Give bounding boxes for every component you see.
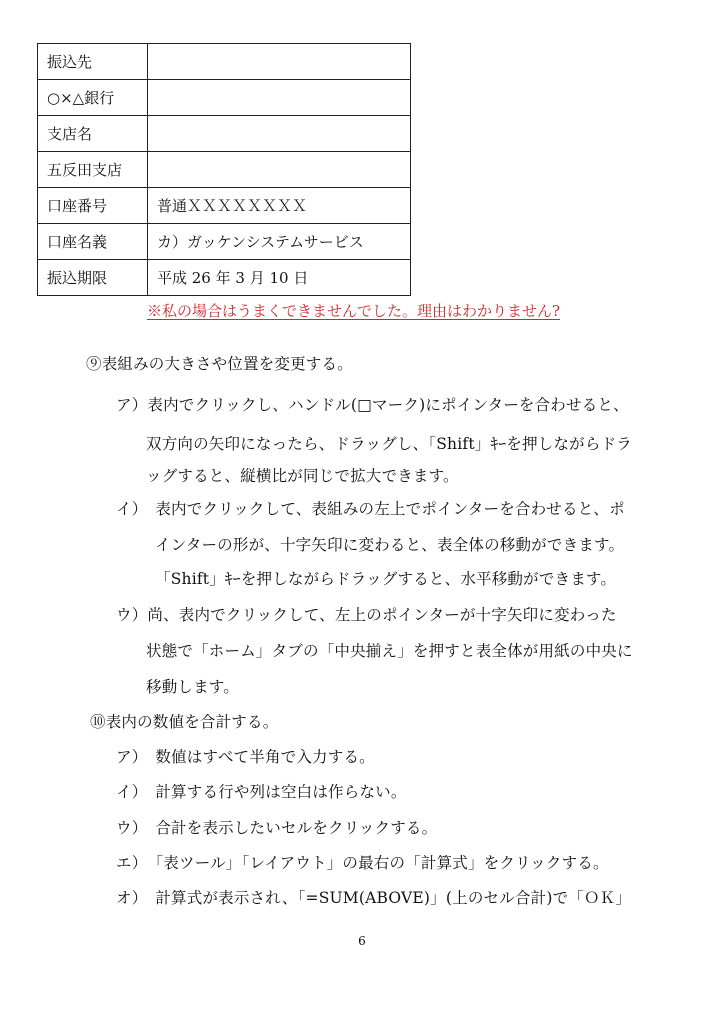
step-a-text: ッグすると、縦横比が同じで拡大できます。 [146,467,459,485]
table-row [38,116,411,152]
step-i-text: イ） 計算する行や列は空白は作らない。 [116,783,407,801]
table-cell [148,116,411,152]
step-o-text: オ） 計算式が表示され、「=SUM(ABOVE)」(上のセル合計)で「ＯＫ」 [116,889,632,907]
table-row [38,224,411,260]
table-cell [148,44,411,80]
step-e-text: エ） 「表ツール」「レイアウト」の最右の「計算式」をクリックする。 [116,854,609,872]
step-u-text: 状態で「ホーム」タブの「中央揃え」を押すと表全体が用紙の中央に [146,642,633,660]
table-row [38,44,411,80]
table-cell: 口座番号 [38,188,148,224]
table-row [38,260,411,296]
step-i-text: イ） 表内でクリックして、表組みの左上でポインターを合わせると、ポ [116,500,625,518]
table-row [38,152,411,188]
step-u-text: 移動します。 [146,678,239,696]
table-cell [148,80,411,116]
table-cell: 平成 26 年 3 月 10 日 [148,260,411,296]
step-u-text: ウ） 合計を表示したいセルをクリックする。 [116,819,438,837]
page-number: 6 [358,934,366,948]
section-10-heading: ⑩表内の数値を合計する。 [90,713,279,731]
table-cell: 支店名 [38,116,148,152]
table-row [38,80,411,116]
step-i-text: 「Shift」ｷｰを押しながらドラッグすると、水平移動ができます。 [155,570,617,588]
step-a-text: ア）表内でクリックし、ハンドル(□マーク)にポインターを合わせると、 [116,396,629,414]
bank-transfer-table [37,43,411,296]
table-cell: 普通ＸＸＸＸＸＸＸＸ [148,188,411,224]
step-a-text: 双方向の矢印になったら、ドラッグし、「Shift」ｷｰを押しながらドラ [146,435,632,453]
table-cell [148,152,411,188]
red-note: ※私の場合はうまくできませんでした。理由はわかりません? [147,302,561,320]
table-row [38,188,411,224]
table-cell: 口座名義 [38,224,148,260]
step-a-text: ア） 数値はすべて半角で入力する。 [116,748,375,766]
table-cell: 振込先 [38,44,148,80]
table-cell: カ）ガッケンシステムサービス [148,224,411,260]
table-cell: 振込期限 [38,260,148,296]
step-u-text: ウ）尚、表内でクリックして、左上のポインターが十字矢印に変わった [116,606,617,624]
table-cell: ○×△銀行 [38,80,148,116]
section-9-heading: ⑨表組みの大きさや位置を変更する。 [86,355,353,373]
table-cell: 五反田支店 [38,152,148,188]
step-i-text: インターの形が、十字矢印に変わると、表全体の移動ができます。 [155,536,625,554]
